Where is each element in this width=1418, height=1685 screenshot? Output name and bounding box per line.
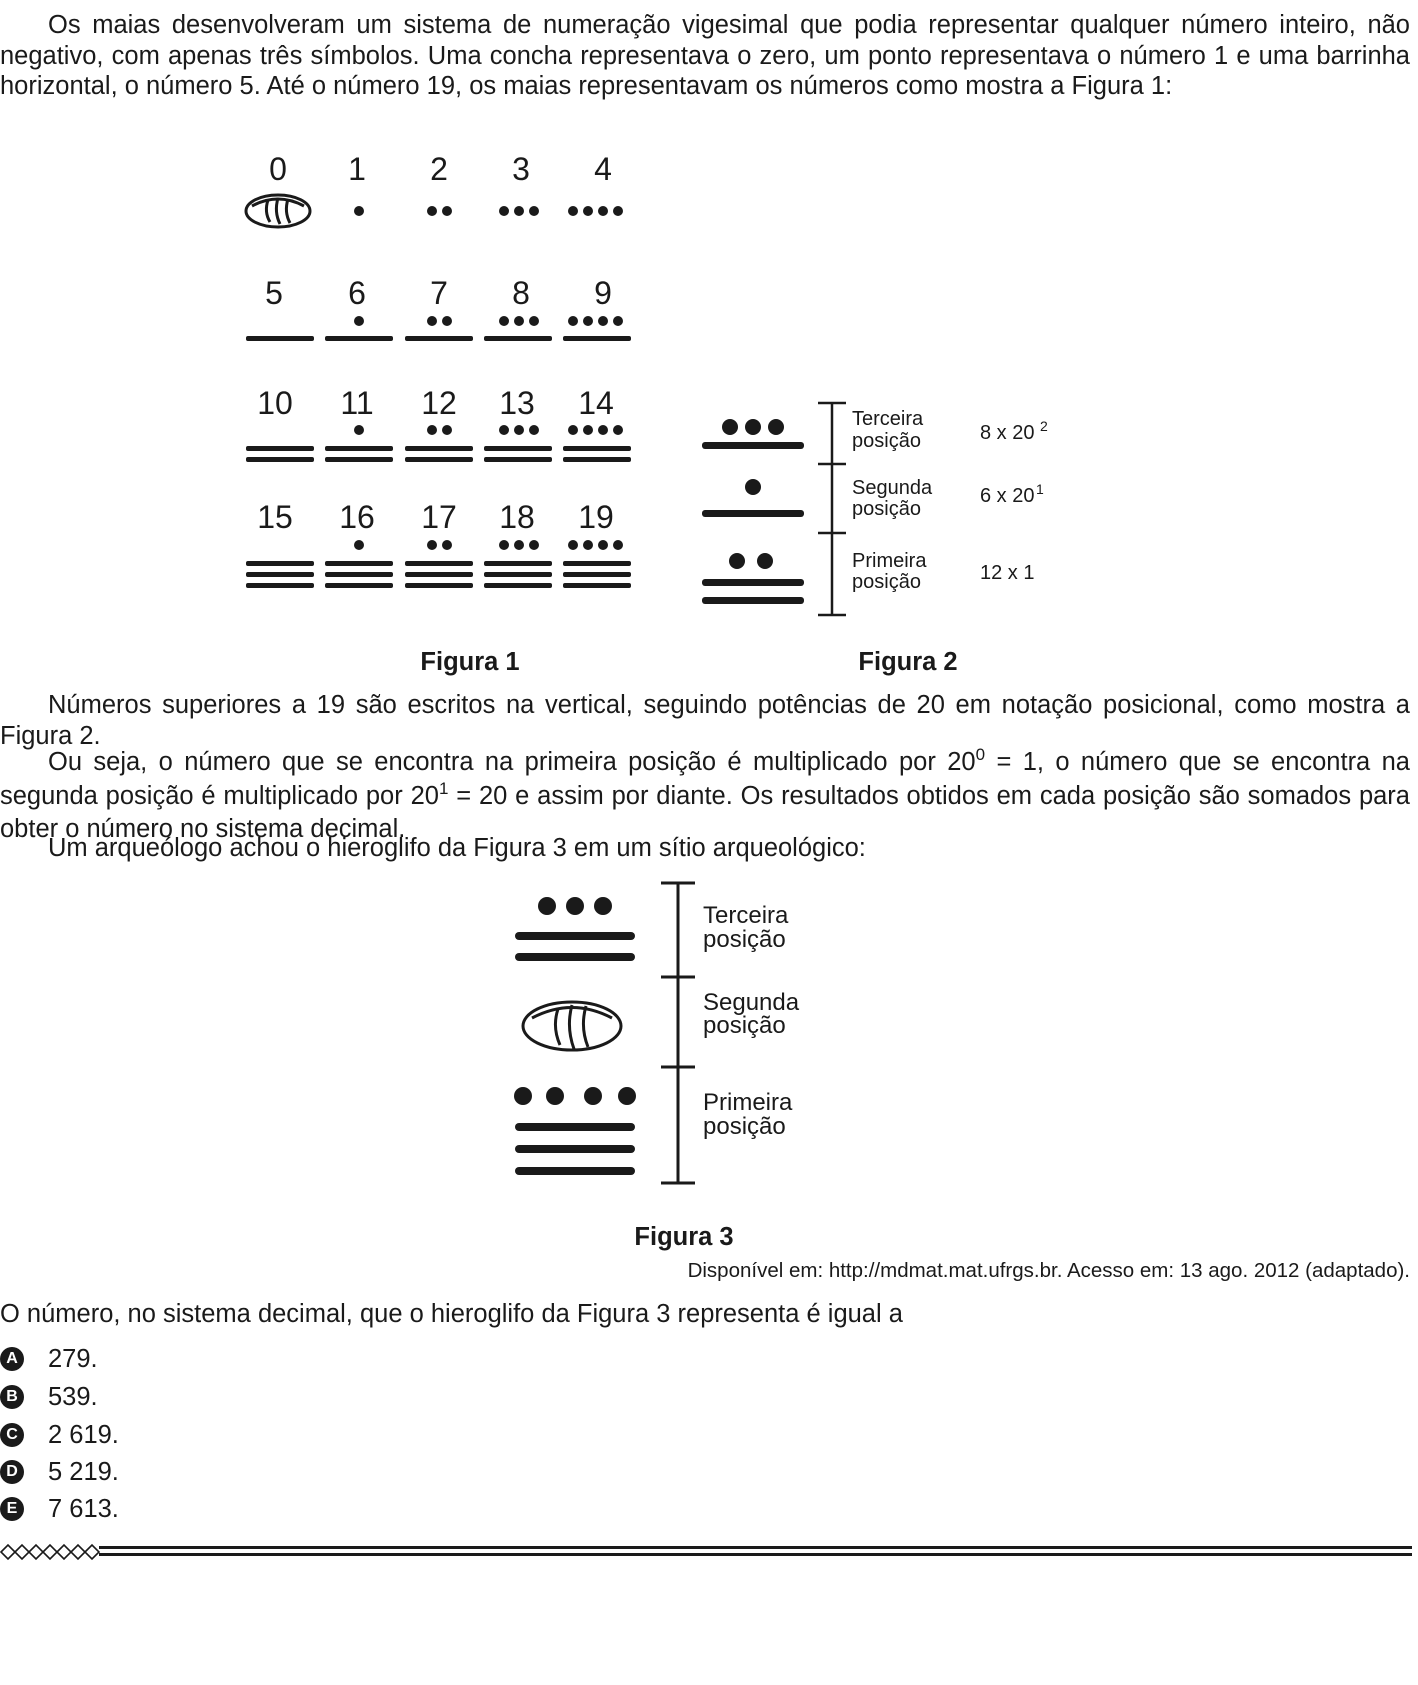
fig2-formula: 8 x 20 [980, 422, 1035, 444]
fig2-formula: 12 x 1 [980, 562, 1035, 584]
fig1-number: 7 [430, 275, 448, 311]
fig1-number: 8 [512, 275, 530, 311]
option-text: 7 613. [48, 1494, 119, 1523]
option-letter-icon: A [0, 1347, 24, 1371]
option-text: 539. [48, 1382, 98, 1411]
source-citation: Disponível em: http://mdmat.mat.ufrgs.br. Acesso em: 13 ago. 2012 (adaptado). [687, 1259, 1410, 1282]
fig1-number: 1 [348, 151, 366, 187]
fig2-exponent: 2 [1040, 418, 1048, 434]
option-letter-icon: B [0, 1385, 24, 1409]
fig1-number: 18 [499, 499, 535, 535]
figure-3-caption: Figura 3 [634, 1223, 734, 1251]
fig1-number: 3 [512, 151, 530, 187]
fig2-label: Primeira [852, 550, 927, 572]
position-bracket [818, 403, 846, 615]
figure-1-caption: Figura 1 [420, 648, 520, 676]
fig1-number: 10 [257, 385, 293, 421]
fig2-label: posição [852, 571, 921, 593]
bottom-divider [0, 1540, 1418, 1564]
fig1-number: 11 [340, 385, 374, 421]
fig1-number: 4 [594, 151, 612, 187]
fig3-label: posição [703, 1012, 786, 1039]
option-letter-icon: D [0, 1460, 24, 1484]
option-c[interactable] [0, 1420, 119, 1450]
body-paragraph-2: Números superiores a 19 são escritos na vertical, seguindo potências de 20 em notação posicional, como mostra a Figura 2. [0, 691, 1410, 750]
body-paragraph-4: Um arqueólogo achou o hieroglifo da Figura 3 em um sítio arqueológico: [48, 834, 866, 862]
fig1-row2 [246, 316, 631, 341]
fig1-number: 15 [257, 499, 293, 535]
fig1-number: 14 [578, 385, 614, 421]
fig1-number: 0 [269, 151, 287, 187]
figure-1 [230, 140, 650, 610]
fig1-number: 9 [594, 275, 612, 311]
option-e[interactable] [0, 1494, 119, 1524]
figure-2 [690, 390, 1090, 630]
fig3-label: posição [703, 926, 786, 953]
position-bracket [661, 883, 695, 1183]
fig1-number: 12 [421, 385, 457, 421]
intro-paragraph: Os maias desenvolveram um sistema de numeração vigesimal que podia representar qualquer número inteiro, não negativo, com apenas três símbolos. Uma concha representava o zero, um ponto representava o número 1 e uma barrinha horizontal, o número 5. Até o número 19, os maias representavam os números como mostra a Figura 1: [0, 11, 1410, 100]
fig1-number: 19 [578, 499, 614, 535]
fig2-formula: 6 x 20 [980, 485, 1035, 507]
option-letter-icon: E [0, 1497, 24, 1521]
fig1-number: 13 [499, 385, 535, 421]
fig2-label: posição [852, 430, 921, 452]
body-paragraph-3: Ou seja, o número que se encontra na primeira posição é multiplicado por $20^0 = 1$, o número que se encontra na segunda posição é multiplicado por $20^1 = 20$ e assim por diante. Os resultados obtidos em cada posição são somados para obter o número no sistema decimal. [0, 745, 1410, 843]
fig1-number: 17 [421, 499, 457, 535]
fig1-dots-row1 [354, 206, 623, 216]
option-text: 5 219. [48, 1457, 119, 1486]
question-text: O número, no sistema decimal, que o hieroglifo da Figura 3 representa é igual a [0, 1300, 903, 1328]
fig1-row3 [246, 425, 631, 462]
fig2-exponent: 1 [1036, 481, 1044, 497]
fig3-label: posição [703, 1113, 786, 1140]
option-a[interactable] [0, 1344, 98, 1374]
fig2-label: Segunda [852, 477, 933, 499]
fig3-label: Primeira [703, 1089, 793, 1116]
fig1-number: 2 [430, 151, 448, 187]
option-text: 2 619. [48, 1420, 119, 1449]
shell-icon [246, 195, 310, 227]
option-text: 279. [48, 1344, 98, 1373]
fig3-label: Terceira [703, 902, 789, 929]
figure-3 [500, 875, 860, 1195]
fig1-number: 5 [265, 275, 283, 311]
fig1-number: 6 [348, 275, 366, 311]
figure-2-caption: Figura 2 [858, 648, 958, 676]
option-letter-icon: C [0, 1423, 24, 1447]
option-b[interactable] [0, 1382, 98, 1412]
fig2-label: posição [852, 498, 921, 520]
option-d[interactable] [0, 1457, 119, 1487]
fig1-row4 [246, 540, 631, 588]
shell-icon [523, 1002, 621, 1050]
fig3-label: Segunda [703, 989, 800, 1016]
fig2-label: Terceira [852, 408, 924, 430]
fig1-number: 16 [339, 499, 375, 535]
